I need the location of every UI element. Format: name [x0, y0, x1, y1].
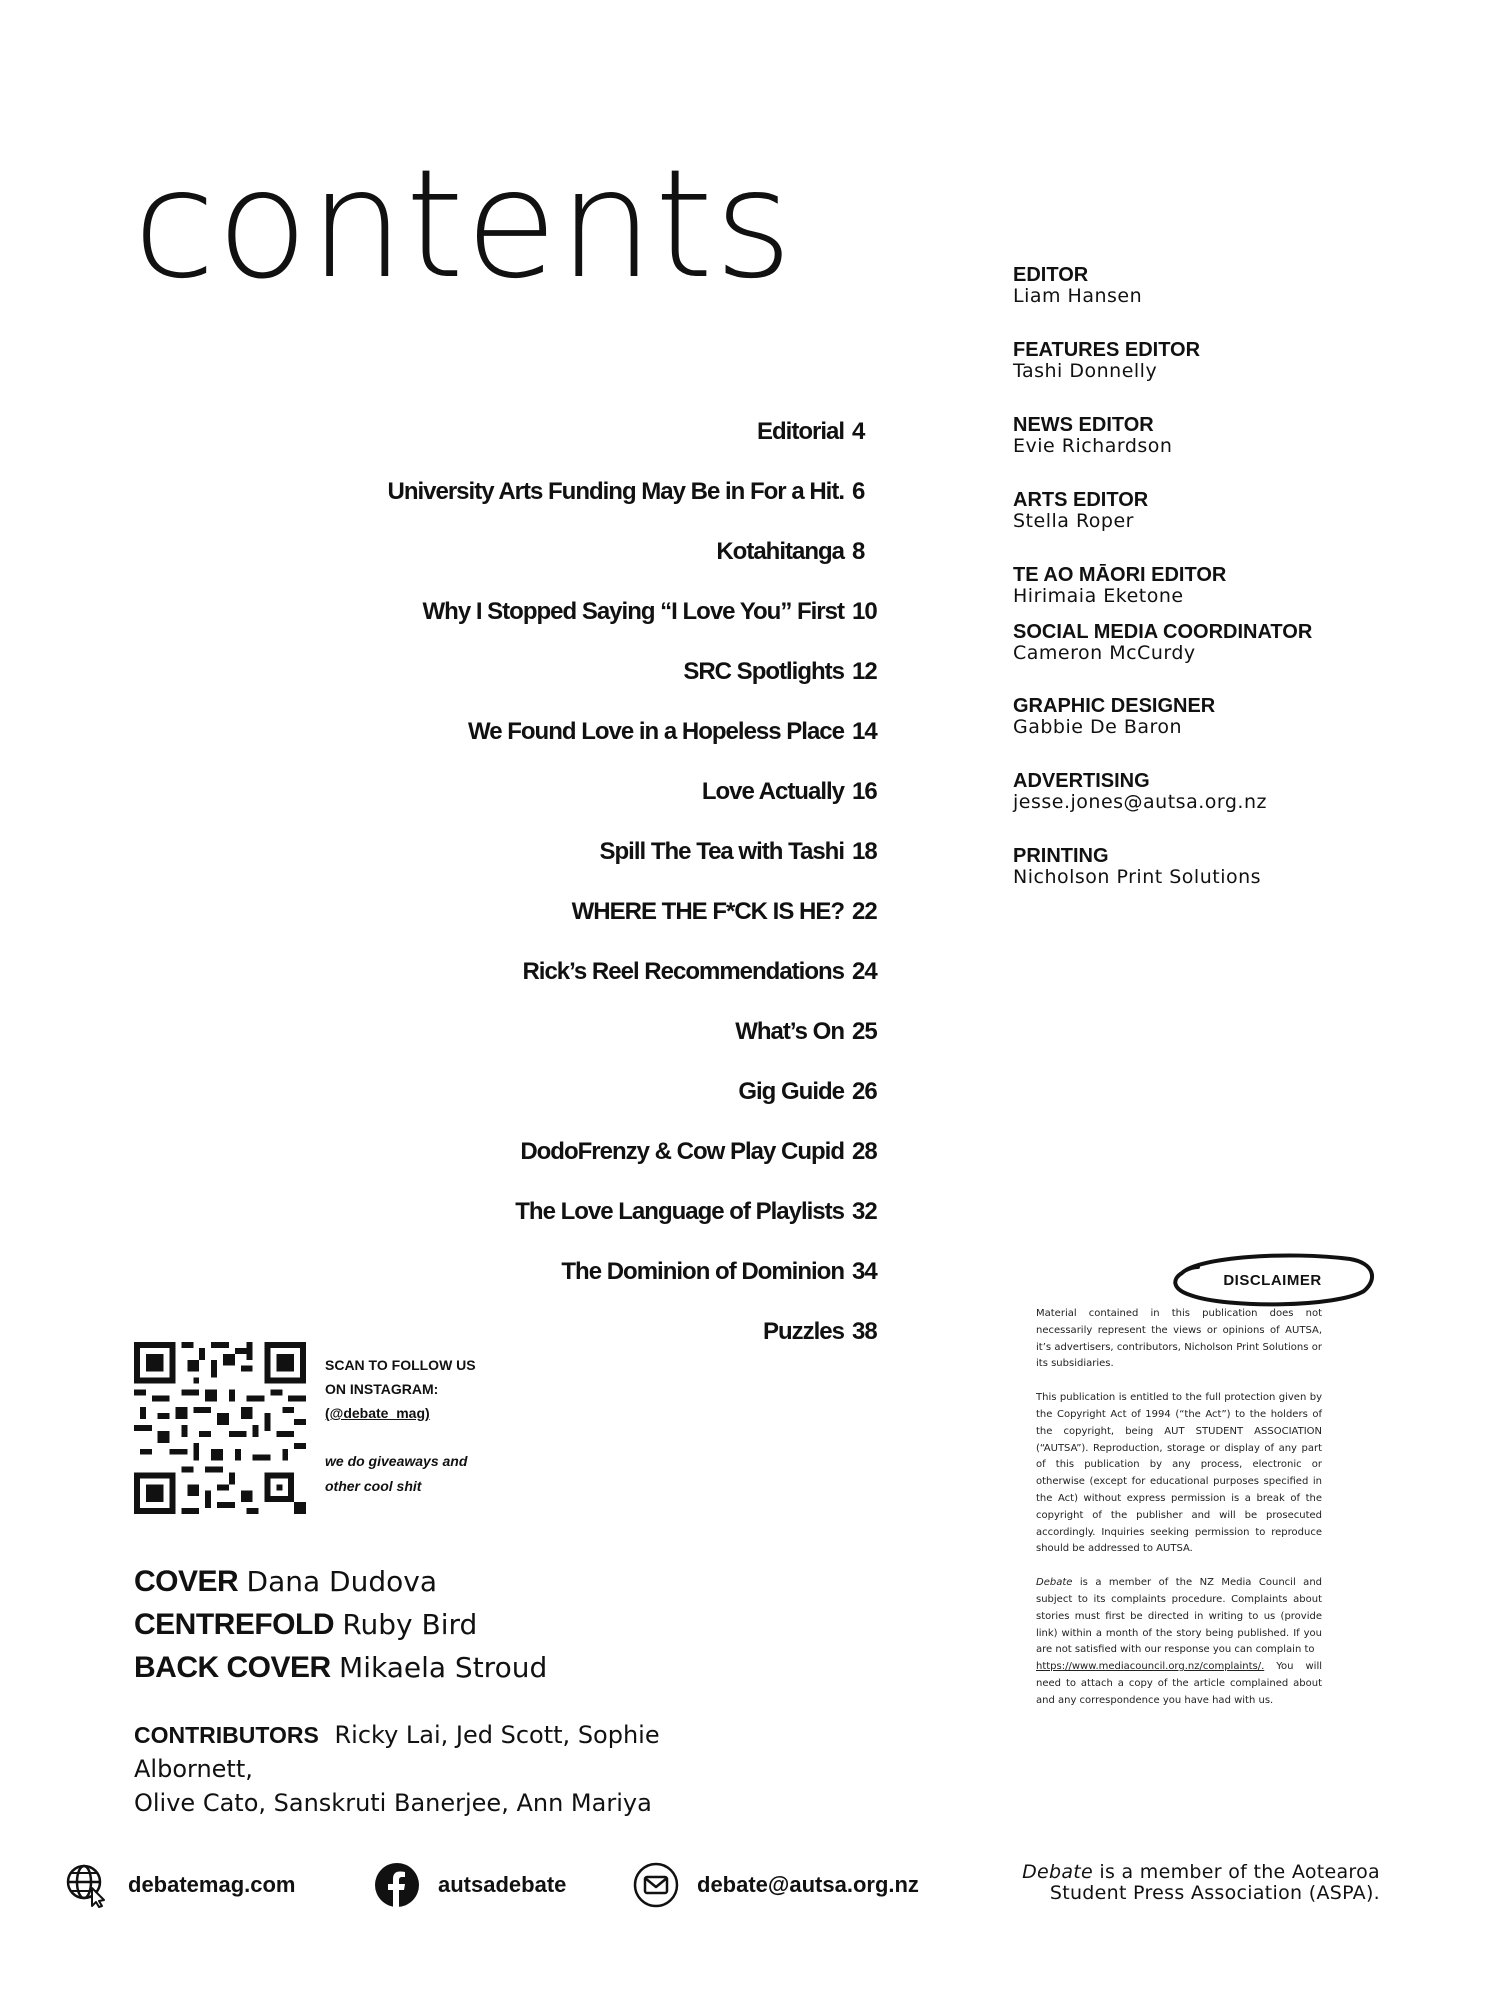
toc-title: Kotahitanga: [716, 538, 844, 565]
credit-label: COVER: [134, 1565, 239, 1598]
masthead-name: Gabbie De Baron: [1013, 716, 1183, 738]
toc-page: 12: [852, 658, 877, 685]
credit-back-cover: [134, 1646, 547, 1689]
masthead-role: ARTS EDITOR: [1013, 489, 1149, 511]
footer-email[interactable]: [633, 1862, 919, 1908]
image-credits: [134, 1560, 547, 1689]
toc-title: University Arts Funding May Be in For a Hit.: [387, 478, 844, 505]
toc-page: 14: [852, 718, 877, 745]
credit-name: Dana Dudova: [246, 1565, 437, 1598]
masthead-name: Nicholson Print Solutions: [1013, 866, 1262, 888]
toc-page: 16: [852, 778, 877, 805]
toc-page: 34: [852, 1258, 877, 1285]
masthead-role: ADVERTISING: [1013, 770, 1150, 792]
toc-item-reel-recommendations[interactable]: [300, 958, 882, 1018]
giveaway-tagline: [325, 1449, 515, 1499]
masthead-entry: [1013, 264, 1142, 306]
toc-title: SRC Spotlights: [683, 658, 844, 685]
toc-page: 22: [852, 898, 877, 925]
contributors-line-1: Ricky Lai, Jed Scott, Sophie Albornett,: [134, 1721, 660, 1783]
credit-name: Ruby Bird: [342, 1608, 478, 1641]
email-link[interactable]: debate@autsa.org.nz: [697, 1872, 919, 1897]
tagline-line-1: we do giveaways and: [325, 1453, 468, 1469]
toc-page: 32: [852, 1198, 877, 1225]
aspa-line-1: is a member of the Aotearoa: [1093, 1861, 1380, 1883]
mail-icon: [633, 1862, 679, 1908]
toc-item-hopeless-place[interactable]: [300, 718, 882, 778]
toc-page: 28: [852, 1138, 877, 1165]
masthead-role: NEWS EDITOR: [1013, 414, 1154, 436]
aspa-membership: [1020, 1862, 1380, 1904]
toc-title: DodoFrenzy & Cow Play Cupid: [520, 1138, 844, 1165]
facebook-link[interactable]: autsadebate: [438, 1872, 567, 1897]
credit-cover: [134, 1560, 547, 1603]
media-council-link[interactable]: https://www.mediacouncil.org.nz/complaints/.: [1036, 1661, 1265, 1673]
toc-page: 18: [852, 838, 877, 865]
footer-facebook[interactable]: [374, 1862, 566, 1908]
instagram-handle-link[interactable]: (@debate_mag): [325, 1405, 430, 1421]
masthead-role: SOCIAL MEDIA COORDINATOR: [1013, 621, 1313, 643]
toc-page: 6: [852, 478, 865, 505]
masthead-name: Cameron McCurdy: [1013, 642, 1196, 664]
disclaimer-heading: DISCLAIMER: [1223, 1271, 1322, 1289]
scan-line-1: SCAN TO FOLLOW US: [325, 1357, 476, 1373]
masthead-entry: [1013, 339, 1200, 381]
masthead-entry: [1013, 489, 1148, 531]
disclaimer-paragraph: [1036, 1575, 1322, 1709]
masthead-email[interactable]: jesse.jones@autsa.org.nz: [1013, 791, 1267, 813]
toc-title: Spill The Tea with Tashi: [599, 838, 844, 865]
credit-label: CENTREFOLD: [134, 1608, 334, 1641]
credit-name: Mikaela Stroud: [339, 1651, 548, 1684]
toc-page: 4: [852, 418, 865, 445]
toc-page: 38: [852, 1318, 877, 1345]
toc-item-dominion[interactable]: [300, 1258, 882, 1318]
masthead-entry: [1013, 621, 1312, 663]
toc-title: Love Actually: [701, 778, 844, 805]
toc-page: 10: [852, 598, 877, 625]
masthead-role: PRINTING: [1013, 845, 1109, 867]
toc-item-kotahitanga[interactable]: [300, 538, 882, 598]
masthead-entry: [1013, 414, 1172, 456]
aspa-line-2: Student Press Association (ASPA).: [1049, 1882, 1380, 1904]
toc-title: We Found Love in a Hopeless Place: [468, 718, 844, 745]
credit-label: BACK COVER: [134, 1651, 331, 1684]
masthead-role: FEATURES EDITOR: [1013, 339, 1201, 361]
toc-title: Why I Stopped Saying “I Love You” First: [422, 598, 844, 625]
masthead-entry: [1013, 845, 1261, 887]
toc-title: What’s On: [735, 1018, 844, 1045]
tagline-line-2: other cool shit: [325, 1478, 422, 1494]
toc-title: The Dominion of Dominion: [561, 1258, 844, 1285]
toc-item-where-is-he[interactable]: [300, 898, 882, 958]
disclaimer-text: [1036, 1306, 1322, 1727]
media-council-text: is a member of the NZ Media Council and subject to its complaints procedure. Complaints about stories must first be directed in writing to us (provide link) within a month of the story being published. If you are not satisfied with our response you can complain to: [1036, 1577, 1322, 1656]
page-title: contents: [133, 138, 794, 312]
toc-item-dodofrenzy[interactable]: [300, 1138, 882, 1198]
toc-title: Gig Guide: [738, 1078, 844, 1105]
toc-page: 25: [852, 1018, 877, 1045]
website-link[interactable]: debatemag.com: [128, 1872, 296, 1897]
toc-item-src-spotlights[interactable]: [300, 658, 882, 718]
masthead-entry: [1013, 770, 1267, 812]
disclaimer-paragraph: Material contained in this publication does not necessarily represent the views or opinions of AUTSA, it’s advertisers, contributors, Nicholson Print Solutions or its subsidiaries.: [1036, 1308, 1322, 1370]
contributors-label: CONTRIBUTORS: [134, 1722, 319, 1748]
media-council-text-end: You will need to attach a copy of the article complained about and any correspondence you have had with us.: [1036, 1661, 1322, 1706]
toc-item-gig-guide[interactable]: [300, 1078, 882, 1138]
scan-line-2: ON INSTAGRAM:: [325, 1381, 439, 1397]
toc-title: Puzzles: [762, 1318, 844, 1345]
instagram-callout: [325, 1353, 515, 1499]
toc-item-i-love-you[interactable]: [300, 598, 882, 658]
masthead-name: Liam Hansen: [1013, 285, 1143, 307]
toc-title: WHERE THE F*CK IS HE?: [571, 898, 844, 925]
publication-name: Debate: [1022, 1861, 1094, 1883]
toc-item-love-actually[interactable]: [300, 778, 882, 838]
masthead-role: EDITOR: [1013, 264, 1089, 286]
globe-cursor-icon: [64, 1862, 110, 1908]
masthead-entry: [1013, 564, 1226, 606]
contributors: [134, 1718, 784, 1820]
masthead-role: TE AO MĀORI EDITOR: [1013, 564, 1227, 586]
contributors-line-2: Olive Cato, Sanskruti Banerjee, Ann Mariya: [134, 1789, 652, 1817]
contents-list: [300, 418, 882, 1378]
masthead-entry: [1013, 695, 1215, 737]
toc-item-playlists[interactable]: [300, 1198, 882, 1258]
toc-page: 8: [852, 538, 865, 565]
publication-name: Debate: [1036, 1577, 1073, 1589]
toc-item-spill-the-tea[interactable]: [300, 838, 882, 898]
toc-page: 26: [852, 1078, 877, 1105]
facebook-icon: [374, 1862, 420, 1908]
toc-page: 24: [852, 958, 877, 985]
masthead-name: Hirimaia Eketone: [1013, 585, 1184, 607]
instagram-qr-code[interactable]: [134, 1342, 306, 1514]
masthead-name: Tashi Donnelly: [1013, 360, 1158, 382]
toc-title: Rick’s Reel Recommendations: [522, 958, 844, 985]
masthead-name: Stella Roper: [1013, 510, 1134, 532]
toc-item-whats-on[interactable]: [300, 1018, 882, 1078]
toc-title: The Love Language of Playlists: [515, 1198, 844, 1225]
disclaimer-paragraph: This publication is entitled to the full protection given by the Copyright Act of 1994 (“the Act”) to the holders of the copyright, being AUT STUDENT ASSOCIATION (“AUTSA”). Reproduction, storage or display of any part of this publication by any process, electronic or otherwise (except for educational purposes specified in the Act) without express permission is a break of the copyright of the publisher and will be prosecuted accordingly. Inquiries seeking permission to reproduce should be addressed to AUTSA.: [1036, 1392, 1322, 1555]
masthead-name: Evie Richardson: [1013, 435, 1173, 457]
masthead-role: GRAPHIC DESIGNER: [1013, 695, 1216, 717]
toc-title: Editorial: [756, 418, 844, 445]
footer-website[interactable]: [64, 1862, 296, 1908]
credit-centrefold: [134, 1603, 547, 1646]
toc-item-arts-funding[interactable]: [300, 478, 882, 538]
toc-item-editorial[interactable]: [300, 418, 882, 478]
